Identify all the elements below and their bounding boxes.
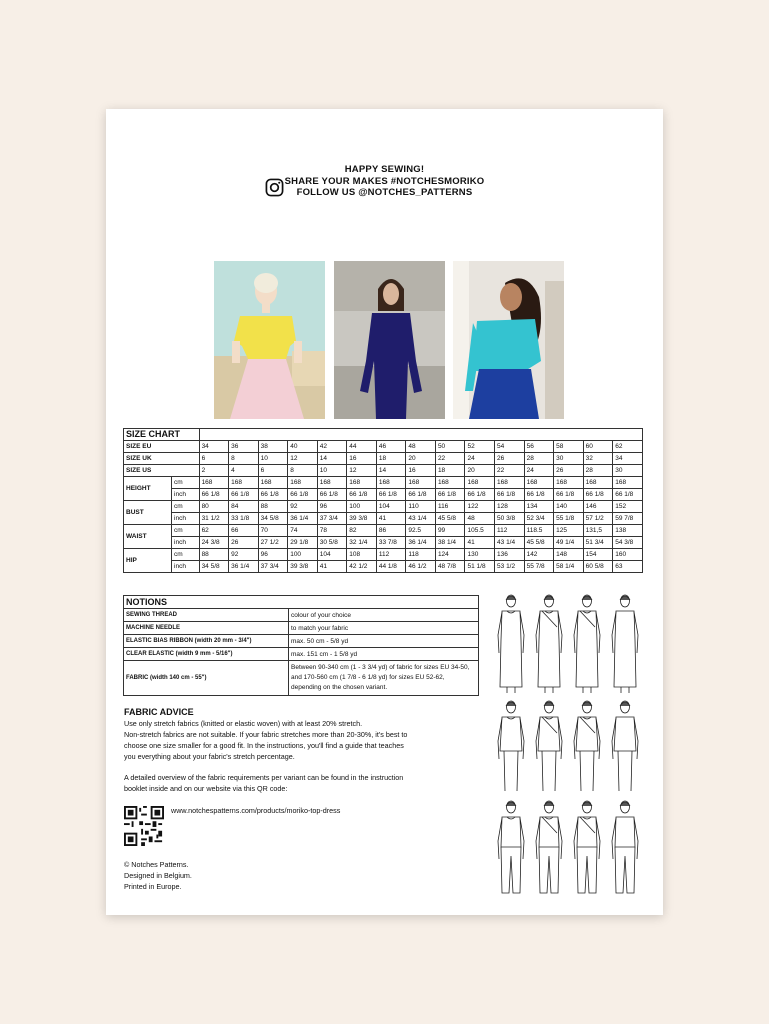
measurement-cell: 66 1/8 (317, 489, 347, 501)
variant-figure (612, 701, 638, 791)
size-cell: 18 (376, 453, 406, 465)
measurement-cell: 29 1/8 (288, 537, 318, 549)
size-cell: 58 (554, 441, 584, 453)
size-cell: 6 (258, 465, 288, 477)
size-cell: 10 (258, 453, 288, 465)
measurement-cell: 142 (524, 549, 554, 561)
notion-label: FABRIC (width 140 cm - 55") (124, 661, 289, 696)
size-cell: 2 (199, 465, 229, 477)
measurement-row (124, 537, 643, 549)
measurement-cell: 66 1/8 (288, 489, 318, 501)
measurement-cell: 55 1/8 (554, 513, 584, 525)
photo-turquoise-top (453, 261, 564, 419)
measurement-cell: 168 (613, 477, 643, 489)
size-chart-title: SIZE CHART (124, 429, 200, 441)
size-cell: 42 (317, 441, 347, 453)
measurement-cell: 51 3/4 (583, 537, 613, 549)
measurement-cell: 39 3/8 (347, 513, 377, 525)
measurement-cell: 92 (229, 549, 259, 561)
measurement-cell: 52 3/4 (524, 513, 554, 525)
measurement-row (124, 549, 643, 561)
measurement-cell: 118 (406, 549, 436, 561)
measurement-cell: 38 1/4 (435, 537, 465, 549)
size-cell: 24 (524, 465, 554, 477)
measurement-cell: 41 (465, 537, 495, 549)
measurement-row (124, 501, 643, 513)
size-cell: 40 (288, 441, 318, 453)
measurement-cell: 50 3/8 (495, 513, 525, 525)
size-cell: 26 (554, 465, 584, 477)
variant-figure (574, 595, 600, 693)
measurement-cell: 128 (495, 501, 525, 513)
measurement-cell: 160 (613, 549, 643, 561)
unit-label: inch (172, 561, 200, 573)
measurement-cell: 168 (495, 477, 525, 489)
unit-label: inch (172, 537, 200, 549)
measurement-cell: 66 1/8 (229, 489, 259, 501)
notion-label: MACHINE NEEDLE (124, 622, 289, 635)
measurement-cell: 122 (465, 501, 495, 513)
variant-figure (498, 595, 524, 693)
size-cell: 46 (376, 441, 406, 453)
size-cell: 48 (406, 441, 436, 453)
variant-figure (536, 801, 562, 893)
measurement-cell: 45 5/8 (524, 537, 554, 549)
measurement-cell: 63 (613, 561, 643, 573)
measurement-cell: 66 1/8 (465, 489, 495, 501)
measurement-cell: 24 3/8 (199, 537, 229, 549)
variant-figure (498, 701, 524, 791)
measurement-cell: 108 (347, 549, 377, 561)
size-cell: 12 (347, 465, 377, 477)
measurement-cell: 37 3/4 (317, 513, 347, 525)
measurement-cell: 104 (317, 549, 347, 561)
size-cell: 62 (613, 441, 643, 453)
measurement-cell: 66 1/8 (613, 489, 643, 501)
measurement-cell: 168 (554, 477, 584, 489)
measurement-row (124, 513, 643, 525)
fabric-advice-line: booklet inside and on our website via this QR code: (124, 784, 288, 793)
measurement-cell: 31 1/2 (199, 513, 229, 525)
measurement-cell: 168 (347, 477, 377, 489)
size-cell: 50 (435, 441, 465, 453)
measurement-cell: 131,5 (583, 525, 613, 537)
measurement-cell: 92 (288, 501, 318, 513)
measurement-cell: 57 1/2 (583, 513, 613, 525)
notion-value: max. 151 cm - 1 5/8 yd (289, 648, 479, 661)
measurement-cell: 154 (583, 549, 613, 561)
measurement-cell: 86 (376, 525, 406, 537)
size-cell: 56 (524, 441, 554, 453)
measurement-row (124, 477, 643, 489)
notion-value: max. 50 cm - 5/8 yd (289, 635, 479, 648)
notion-value: to match your fabric (289, 622, 479, 635)
measurement-cell: 168 (524, 477, 554, 489)
notion-value: Between 90-340 cm (1 - 3 3/4 yd) of fabric for sizes EU 34-50, and 170-560 cm (1 7/8 - 6 1/8 yd) for sizes EU 52-62, depending on the chosen variant. (289, 661, 479, 696)
measurement-cell: 66 (229, 525, 259, 537)
measurement-cell: 168 (583, 477, 613, 489)
size-cell: 10 (317, 465, 347, 477)
measurement-cell: 49 1/4 (554, 537, 584, 549)
size-cell: 16 (347, 453, 377, 465)
measurement-cell: 168 (288, 477, 318, 489)
measurement-cell: 82 (347, 525, 377, 537)
variant-figure (498, 801, 524, 893)
measurement-cell: 66 1/8 (435, 489, 465, 501)
measurement-cell: 66 1/8 (406, 489, 436, 501)
measurement-cell: 130 (465, 549, 495, 561)
size-cell: 16 (406, 465, 436, 477)
measurement-label: BUST (124, 501, 172, 525)
measurement-cell: 62 (199, 525, 229, 537)
measurement-cell: 30 5/8 (317, 537, 347, 549)
measurement-cell: 59 7/8 (613, 513, 643, 525)
share-makes-text: SHARE YOUR MAKES #NOTCHESMORIKO (284, 175, 485, 187)
measurement-cell: 36 1/4 (288, 513, 318, 525)
size-row-label: SIZE UK (124, 453, 200, 465)
measurement-cell: 42 1/2 (347, 561, 377, 573)
notion-label: CLEAR ELASTIC (width 9 mm - 5/16") (124, 648, 289, 661)
measurement-cell: 88 (258, 501, 288, 513)
size-cell: 22 (495, 465, 525, 477)
variant-figure (536, 595, 562, 693)
size-cell: 12 (288, 453, 318, 465)
notions-table (123, 595, 479, 696)
measurement-cell: 48 (465, 513, 495, 525)
measurement-cell: 136 (495, 549, 525, 561)
unit-label: cm (172, 525, 200, 537)
size-cell: 20 (406, 453, 436, 465)
measurement-cell: 134 (524, 501, 554, 513)
copyright-info (124, 859, 192, 892)
fabric-advice-line: A detailed overview of the fabric requirements per variant can be found in the instruction (124, 773, 404, 782)
measurement-label: HIP (124, 549, 172, 573)
size-cell: 28 (524, 453, 554, 465)
size-cell: 52 (465, 441, 495, 453)
measurement-cell: 148 (554, 549, 584, 561)
measurement-cell: 124 (435, 549, 465, 561)
measurement-cell: 66 1/8 (347, 489, 377, 501)
measurement-cell: 125 (554, 525, 584, 537)
copyright-line: © Notches Patterns. (124, 860, 189, 869)
measurement-cell: 152 (613, 501, 643, 513)
measurement-row (124, 489, 643, 501)
measurement-row (124, 561, 643, 573)
size-cell: 38 (258, 441, 288, 453)
measurement-cell: 36 1/4 (406, 537, 436, 549)
notions-title: NOTIONS (124, 596, 479, 609)
unit-label: cm (172, 549, 200, 561)
measurement-cell: 118.5 (524, 525, 554, 537)
measurement-cell: 37 3/4 (258, 561, 288, 573)
notion-row (124, 635, 479, 648)
size-cell: 28 (583, 465, 613, 477)
size-cell: 30 (554, 453, 584, 465)
fabric-advice-line: Use only stretch fabrics (knitted or elastic woven) with at least 20% stretch. (124, 719, 363, 728)
size-cell: 18 (435, 465, 465, 477)
measurement-cell: 116 (435, 501, 465, 513)
size-cell: 26 (495, 453, 525, 465)
copyright-line: Designed in Belgium. (124, 871, 192, 880)
photo-navy-dress (334, 261, 445, 419)
measurement-cell: 39 3/8 (288, 561, 318, 573)
size-cell: 22 (435, 453, 465, 465)
measurement-cell: 34 5/8 (199, 561, 229, 573)
measurement-cell: 88 (199, 549, 229, 561)
measurement-cell: 100 (347, 501, 377, 513)
measurement-cell: 112 (376, 549, 406, 561)
measurement-cell: 36 1/4 (229, 561, 259, 573)
measurement-cell: 33 7/8 (376, 537, 406, 549)
measurement-cell: 105.5 (465, 525, 495, 537)
notion-row (124, 648, 479, 661)
notion-label: SEWING THREAD (124, 609, 289, 622)
size-cell: 14 (376, 465, 406, 477)
fabric-advice-line: you everything about your fabric's stretch percentage. (124, 752, 295, 761)
size-cell: 24 (465, 453, 495, 465)
measurement-cell: 33 1/8 (229, 513, 259, 525)
measurement-cell: 92.5 (406, 525, 436, 537)
variant-figure (574, 801, 600, 893)
notion-row (124, 661, 479, 696)
measurement-cell: 99 (435, 525, 465, 537)
measurement-cell: 60 5/8 (583, 561, 613, 573)
size-cell: 4 (229, 465, 259, 477)
social-header (106, 164, 663, 199)
measurement-cell: 104 (376, 501, 406, 513)
notion-row (124, 622, 479, 635)
size-row-label: SIZE US (124, 465, 200, 477)
size-chart-table (123, 428, 643, 573)
measurement-cell: 112 (495, 525, 525, 537)
measurement-cell: 26 (229, 537, 259, 549)
measurement-cell: 43 1/4 (406, 513, 436, 525)
measurement-cell: 43 1/4 (495, 537, 525, 549)
measurement-cell: 80 (199, 501, 229, 513)
measurement-cell: 48 7/8 (435, 561, 465, 573)
measurement-cell: 110 (406, 501, 436, 513)
size-cell: 14 (317, 453, 347, 465)
fabric-advice-title: FABRIC ADVICE (124, 707, 194, 717)
measurement-cell: 168 (435, 477, 465, 489)
fabric-advice (124, 707, 484, 794)
variant-figure (612, 801, 638, 893)
measurement-cell: 66 1/8 (583, 489, 613, 501)
measurement-cell: 74 (288, 525, 318, 537)
qr-code-icon[interactable] (124, 806, 164, 846)
measurement-cell: 168 (406, 477, 436, 489)
size-cell: 36 (229, 441, 259, 453)
instagram-icon (265, 178, 284, 197)
measurement-cell: 46 1/2 (406, 561, 436, 573)
measurement-cell: 70 (258, 525, 288, 537)
copyright-line: Printed in Europe. (124, 882, 182, 891)
pattern-back-cover (106, 109, 663, 915)
notion-value: colour of your choice (289, 609, 479, 622)
size-cell: 8 (288, 465, 318, 477)
size-cell: 44 (347, 441, 377, 453)
measurement-cell: 66 1/8 (376, 489, 406, 501)
fabric-advice-line: choose one size smaller for a good fit. In the instructions, you'll find a guide that teaches (124, 741, 404, 750)
measurement-cell: 140 (554, 501, 584, 513)
size-row (124, 465, 643, 477)
measurement-cell: 168 (199, 477, 229, 489)
size-cell: 34 (199, 441, 229, 453)
measurement-cell: 66 1/8 (258, 489, 288, 501)
fabric-advice-line: Non-stretch fabrics are not suitable. If your fabric stretches more than 20-30%, it's best to (124, 730, 408, 739)
measurement-cell: 66 1/8 (495, 489, 525, 501)
measurement-cell: 27 1/2 (258, 537, 288, 549)
measurement-cell: 66 1/8 (524, 489, 554, 501)
measurement-cell: 44 1/8 (376, 561, 406, 573)
size-row (124, 441, 643, 453)
measurement-cell: 138 (613, 525, 643, 537)
size-cell: 54 (495, 441, 525, 453)
photo-yellow-top (214, 261, 325, 419)
measurement-cell: 58 1/4 (554, 561, 584, 573)
measurement-cell: 54 3/8 (613, 537, 643, 549)
measurement-cell: 96 (258, 549, 288, 561)
notion-row (124, 609, 479, 622)
unit-label: inch (172, 489, 200, 501)
measurement-cell: 168 (317, 477, 347, 489)
measurement-cell: 41 (317, 561, 347, 573)
follow-us-text: FOLLOW US @NOTCHES_PATTERNS (296, 187, 473, 198)
size-cell: 6 (199, 453, 229, 465)
size-row (124, 453, 643, 465)
measurement-row (124, 525, 643, 537)
measurement-cell: 78 (317, 525, 347, 537)
measurement-cell: 66 1/8 (199, 489, 229, 501)
measurement-label: WAIST (124, 525, 172, 549)
size-row-label: SIZE EU (124, 441, 200, 453)
size-cell: 30 (613, 465, 643, 477)
size-cell: 20 (465, 465, 495, 477)
notion-label: ELASTIC BIAS RIBBON (width 20 mm - 3/4") (124, 635, 289, 648)
size-cell: 60 (583, 441, 613, 453)
measurement-cell: 34 5/8 (258, 513, 288, 525)
size-cell: 32 (583, 453, 613, 465)
measurement-cell: 41 (376, 513, 406, 525)
measurement-cell: 66 1/8 (554, 489, 584, 501)
measurement-cell: 100 (288, 549, 318, 561)
unit-label: cm (172, 501, 200, 513)
variant-figure (536, 701, 562, 791)
measurement-cell: 168 (376, 477, 406, 489)
measurement-cell: 51 1/8 (465, 561, 495, 573)
unit-label: cm (172, 477, 200, 489)
variant-figure (612, 595, 638, 693)
measurement-cell: 168 (229, 477, 259, 489)
size-cell: 8 (229, 453, 259, 465)
variant-figure (574, 701, 600, 791)
variant-illustrations (493, 589, 643, 899)
measurement-cell: 168 (465, 477, 495, 489)
happy-sewing-text: HAPPY SEWING! (344, 164, 425, 175)
measurement-cell: 45 5/8 (435, 513, 465, 525)
measurement-label: HEIGHT (124, 477, 172, 501)
pattern-url-link[interactable]: www.notchespatterns.com/products/moriko-top-dress (171, 806, 341, 815)
measurement-cell: 53 1/2 (495, 561, 525, 573)
unit-label: inch (172, 513, 200, 525)
measurement-cell: 146 (583, 501, 613, 513)
measurement-cell: 55 7/8 (524, 561, 554, 573)
measurement-cell: 168 (258, 477, 288, 489)
measurement-cell: 32 1/4 (347, 537, 377, 549)
measurement-cell: 84 (229, 501, 259, 513)
size-cell: 34 (613, 453, 643, 465)
model-photos (214, 261, 564, 419)
measurement-cell: 96 (317, 501, 347, 513)
